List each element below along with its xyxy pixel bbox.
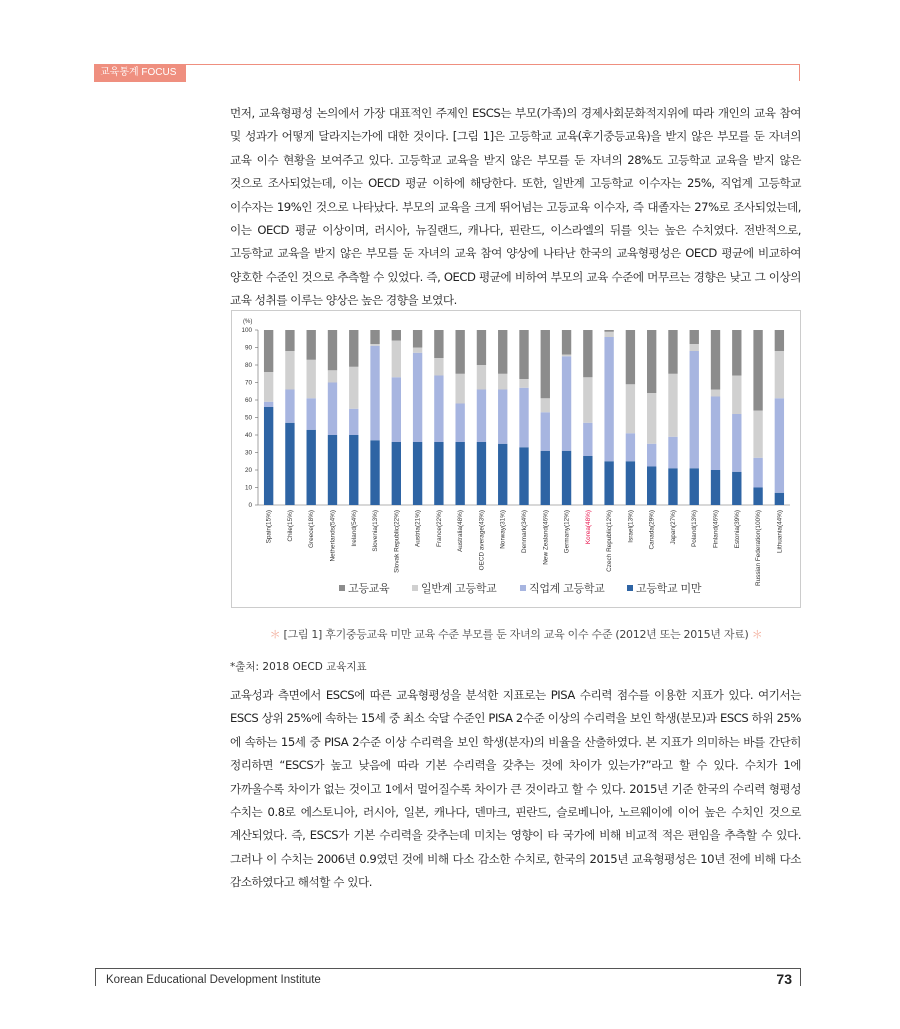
bar-below-upper-secondary: [477, 442, 486, 505]
x-category-label: Spain(15%): [265, 510, 273, 544]
bar-vocational-upper-secondary: [690, 351, 699, 468]
x-category-label: Norway(31%): [499, 510, 507, 549]
bar-general-upper-secondary: [583, 377, 592, 423]
y-tick-label: 20: [244, 467, 252, 475]
bar-vocational-upper-secondary: [583, 423, 592, 456]
legend-label: 직업계 고등학교: [529, 582, 605, 595]
bar-vocational-upper-secondary: [668, 437, 677, 469]
bar-general-upper-secondary: [328, 370, 337, 382]
bar-vocational-upper-secondary: [753, 458, 762, 488]
bar-vocational-upper-secondary: [307, 398, 316, 430]
bar-below-upper-secondary: [307, 430, 316, 505]
bar-below-upper-secondary: [668, 468, 677, 505]
bar-tertiary: [583, 330, 592, 377]
bar-below-upper-secondary: [583, 456, 592, 505]
bar-tertiary: [647, 330, 656, 393]
bar-vocational-upper-secondary: [626, 433, 635, 461]
stacked-bar-chart: [232, 311, 802, 609]
bar-vocational-upper-secondary: [413, 353, 422, 442]
footer-organization: Korean Educational Development Institute: [106, 974, 321, 986]
x-category-label: Austria(21%): [414, 510, 422, 547]
y-tick-label: 90: [244, 344, 252, 352]
bar-tertiary: [498, 330, 507, 374]
bar-below-upper-secondary: [328, 435, 337, 505]
bar-tertiary: [455, 330, 464, 374]
bar-general-upper-secondary: [775, 351, 784, 398]
bar-tertiary: [413, 330, 422, 348]
bar-general-upper-secondary: [455, 374, 464, 404]
bar-vocational-upper-secondary: [562, 356, 571, 451]
bar-vocational-upper-secondary: [519, 388, 528, 448]
bar-vocational-upper-secondary: [392, 377, 401, 442]
bar-below-upper-secondary: [498, 444, 507, 505]
bar-general-upper-secondary: [434, 358, 443, 376]
x-category-label: Australia(48%): [457, 510, 465, 552]
bar-tertiary: [753, 330, 762, 411]
bar-general-upper-secondary: [647, 393, 656, 444]
bar-below-upper-secondary: [434, 442, 443, 505]
bar-tertiary: [328, 330, 337, 370]
x-category-label: Germany(12%): [563, 510, 571, 554]
bar-vocational-upper-secondary: [349, 409, 358, 435]
bar-tertiary: [477, 330, 486, 365]
bar-below-upper-secondary: [455, 442, 464, 505]
bar-below-upper-secondary: [562, 451, 571, 505]
source-note: *출처: 2018 OECD 교육지표: [230, 661, 367, 673]
x-category-label: Denmark(34%): [521, 510, 528, 553]
bar-below-upper-secondary: [753, 488, 762, 506]
bar-vocational-upper-secondary: [711, 397, 720, 471]
x-category-label: Greece(18%): [308, 510, 316, 549]
bar-below-upper-secondary: [541, 451, 550, 505]
x-category-label: New Zealand(46%): [542, 510, 550, 565]
legend-swatch: [339, 585, 345, 591]
bar-general-upper-secondary: [732, 376, 741, 415]
bar-tertiary: [434, 330, 443, 358]
bar-below-upper-secondary: [349, 435, 358, 505]
x-category-label: Estonia(39%): [733, 510, 741, 549]
x-category-label: Lithuania(44%): [776, 510, 784, 553]
header-rule: [186, 64, 800, 81]
bar-general-upper-secondary: [370, 344, 379, 346]
bar-vocational-upper-secondary: [455, 404, 464, 443]
bar-general-upper-secondary: [690, 344, 699, 351]
bar-below-upper-secondary: [413, 442, 422, 505]
bar-below-upper-secondary: [647, 467, 656, 506]
figure-caption: [231, 626, 801, 642]
bar-tertiary: [349, 330, 358, 367]
bar-general-upper-secondary: [285, 351, 294, 390]
bar-below-upper-secondary: [775, 493, 784, 505]
bar-below-upper-secondary: [392, 442, 401, 505]
legend-label: 고등교육: [348, 582, 390, 595]
x-category-label: Finland(46%): [712, 510, 720, 549]
x-category-label: Ireland(54%): [350, 510, 358, 547]
bar-below-upper-secondary: [519, 447, 528, 505]
x-category-label: Slovak Republic(22%): [393, 510, 401, 573]
legend-label: 일반계 고등학교: [421, 582, 497, 595]
y-unit-label: (%): [243, 319, 253, 325]
bar-vocational-upper-secondary: [498, 390, 507, 444]
bar-general-upper-secondary: [413, 348, 422, 353]
bar-tertiary: [690, 330, 699, 344]
bar-tertiary: [732, 330, 741, 376]
bar-vocational-upper-secondary: [732, 414, 741, 472]
bar-tertiary: [711, 330, 720, 390]
bar-vocational-upper-secondary: [647, 444, 656, 467]
x-category-label: Netherlands(54%): [329, 510, 337, 562]
bar-vocational-upper-secondary: [370, 346, 379, 441]
y-tick-label: 50: [244, 414, 252, 422]
bar-general-upper-secondary: [711, 390, 720, 397]
bar-general-upper-secondary: [349, 367, 358, 409]
bar-vocational-upper-secondary: [477, 390, 486, 443]
bar-tertiary: [307, 330, 316, 360]
bar-vocational-upper-secondary: [434, 376, 443, 443]
bar-general-upper-secondary: [498, 374, 507, 390]
legend-swatch: [412, 585, 418, 591]
x-category-label: France(22%): [435, 510, 443, 547]
bar-vocational-upper-secondary: [775, 398, 784, 493]
x-category-label: Korea(48%): [584, 510, 592, 545]
y-tick-label: 100: [241, 327, 252, 335]
y-tick-label: 60: [244, 397, 252, 405]
bar-general-upper-secondary: [626, 384, 635, 433]
bar-general-upper-secondary: [264, 372, 273, 402]
x-category-label: Israel(13%): [627, 510, 635, 543]
x-category-label: Canada(29%): [648, 510, 656, 550]
bar-vocational-upper-secondary: [264, 402, 273, 407]
bar-below-upper-secondary: [711, 470, 720, 505]
bar-vocational-upper-secondary: [285, 390, 294, 423]
bar-tertiary: [604, 330, 613, 332]
page-number: 73: [776, 971, 792, 987]
y-tick-label: 70: [244, 379, 252, 387]
bar-tertiary: [668, 330, 677, 374]
chart-figure-1: [231, 310, 801, 608]
caption-star-left: ＊: [269, 628, 281, 641]
bar-vocational-upper-secondary: [604, 337, 613, 461]
bar-tertiary: [392, 330, 401, 341]
caption-star-right: ＊: [751, 628, 763, 641]
bar-general-upper-secondary: [477, 365, 486, 390]
bar-vocational-upper-secondary: [328, 383, 337, 436]
bar-general-upper-secondary: [604, 332, 613, 337]
bar-general-upper-secondary: [541, 398, 550, 412]
bar-general-upper-secondary: [307, 360, 316, 399]
bar-below-upper-secondary: [370, 440, 379, 505]
bar-tertiary: [370, 330, 379, 344]
body-paragraph-2: 교육성과 측면에서 ESCS에 따른 교육형평성을 분석한 지표로는 PISA 수리력 점수를 이용한 지표가 있다. 여기서는 ESCS 상위 25%에 속하는 15세 중 최소 숙달 수준인 PISA 2수준 이상의 수리력을 보인 학생(분모)과 ESCS 하위 25%에 속하는 15세 중 PISA 2수준 이상 수리력을 보인 학생(분자)의 비율을 산출하였다. 본 지표가 의미하는 바를 간단히 정리하면 “ESCS가 높고 낮음에 따라 기본 수리력을 갖추는 것에 차이가 있는가?”라고 할 수 있다. 수치가 1에 가까울수록 차이가 없는 것이고 1에서 멀어질수록 차이가 큰 것이라고 할 수 있다. 2015년 기준 한국의 수리력 형평성 수치는 0.8로 에스토니아, 러시아, 일본, 캐나다, 덴마크, 핀란드, 슬로베니아, 노르웨이에 이어 높은 수치인 것으로 계산되었다. 즉, ESCS가 기본 수리력을 갖추는데 미치는 영향이 타 국가에 비해 비교적 적은 편임을 추측할 수 있다. 그러나 이 수치는 2006년 0.9였던 것에 비해 다소 감소한 수치로, 한국의 2015년 교육형평성은 10년 전에 비해 다소 감소하였다고 해석할 수 있다.: [230, 688, 801, 890]
bar-general-upper-secondary: [519, 379, 528, 388]
legend-swatch: [520, 585, 526, 591]
bar-tertiary: [285, 330, 294, 351]
caption-text: [그림 1] 후기중등교육 미만 교육 수준 부모를 둔 자녀의 교육 이수 수준 (2012년 또는 2015년 자료): [283, 628, 749, 641]
bar-general-upper-secondary: [753, 411, 762, 458]
y-tick-label: 80: [244, 362, 252, 370]
bar-below-upper-secondary: [264, 407, 273, 505]
x-category-label: Czech Republic(12%): [606, 510, 614, 572]
y-tick-label: 30: [244, 449, 252, 457]
bar-tertiary: [775, 330, 784, 351]
bar-tertiary: [626, 330, 635, 384]
bar-below-upper-secondary: [285, 423, 294, 505]
bar-below-upper-secondary: [626, 461, 635, 505]
x-category-label: Poland(13%): [691, 510, 699, 547]
y-tick-label: 40: [244, 432, 252, 440]
x-category-label: Chile(15%): [286, 510, 294, 542]
bar-tertiary: [264, 330, 273, 372]
bar-general-upper-secondary: [392, 341, 401, 378]
y-tick-label: 0: [248, 502, 252, 510]
bar-general-upper-secondary: [668, 374, 677, 437]
x-category-label: Slovenia(13%): [372, 510, 380, 552]
bar-vocational-upper-secondary: [541, 412, 550, 451]
x-category-label: Russian Federation(100%): [755, 510, 763, 587]
legend-label: 고등학교 미만: [636, 582, 702, 595]
y-tick-label: 10: [244, 484, 252, 492]
bar-tertiary: [541, 330, 550, 398]
legend-swatch: [627, 585, 633, 591]
bar-below-upper-secondary: [604, 461, 613, 505]
x-category-label: Japan(27%): [669, 510, 677, 545]
x-category-label: OECD average(43%): [478, 510, 486, 571]
section-tab: 교육통계 FOCUS: [94, 64, 186, 82]
bar-tertiary: [519, 330, 528, 379]
bar-general-upper-secondary: [562, 355, 571, 357]
body-paragraph-1: 먼저, 교육형평성 논의에서 가장 대표적인 주제인 ESCS는 부모(가족)의 경제사회문화적지위에 따라 개인의 교육 참여 및 성과가 어떻게 달라지는가에 대한 것이다. [그림 1]은 고등학교 교육(후기중등교육)을 받지 않은 부모를 둔 자녀의 교육 이수 현황을 보여주고 있다. 고등학교 교육을 받지 않은 부모를 둔 자녀의 28%도 고등학교 교육을 받지 않은 것으로 조사되었는데, 이는 OECD 평균 이하에 해당한다. 또한, 일반계 고등학교 이수자는 25%, 직업계 고등학교 이수자는 19%인 것으로 나타났다. 부모의 교육을 크게 뛰어넘는 고등교육 이수자, 즉 대졸자는 27%로 조사되었는데, 이는 OECD 평균 이상이며, 러시아, 뉴질랜드, 캐나다, 핀란드, 이스라엘의 뒤를 잇는 높은 수치였다. 전반적으로, 고등학교 교육을 받지 않은 부모를 둔 자녀의 교육 참여 양상에 나타난 한국의 교육형평성은 OECD 평균에 비교하여 양호한 수준인 것으로 추측할 수 있었다. 즉, OECD 평균에 비하여 부모의 교육 수준에 머무르는 경향은 낮고 그 이상의 교육 성취를 이루는 양상은 높은 경향을 보였다.: [230, 106, 801, 308]
bar-below-upper-secondary: [690, 468, 699, 505]
bar-below-upper-secondary: [732, 472, 741, 505]
bar-tertiary: [562, 330, 571, 355]
